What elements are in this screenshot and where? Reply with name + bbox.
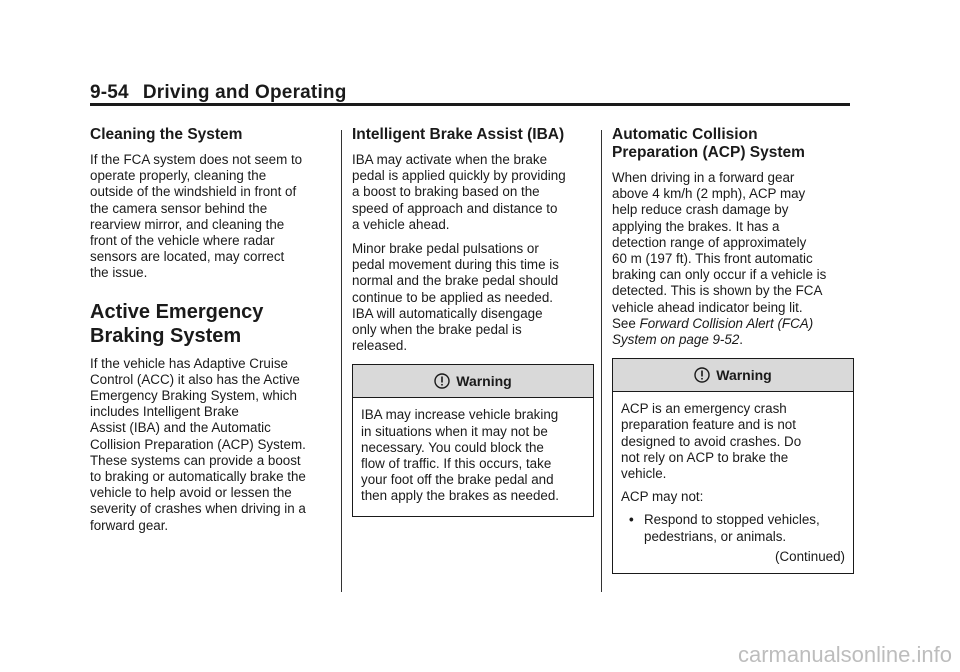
warning-header [613,359,853,392]
acp-heading-line1: Automatic Collision [612,126,758,143]
column-divider [341,130,342,592]
section-title: Driving and Operating [142,82,347,103]
warning-label: Warning [716,367,772,384]
header-text [90,82,850,104]
column-middle [352,126,594,517]
page-number: 9-54 [90,82,129,103]
acp-paragraph: When driving in a forward gear above 4 km/h (2 mph), ACP may help reduce crash damage by applying the brakes. It has a detection range of approximately 60 m (197 ft). This front automatic braking can only occur if a vehicle is detected. This is shown by the FCA vehicle ahead indicator being lit. [612,170,827,315]
acp-heading-line2: Preparation (ACP) System [612,144,805,161]
warning-label: Warning [456,373,512,390]
cleaning-paragraph: If the FCA system does not seem to operate properly, cleaning the outside of the windshield in front of the camera sensor behind the rearview mirror, and cleaning the front of the vehicle where radar sensors are located, may correct the issue. [90,152,303,281]
warning-body [353,398,593,515]
bullet-text: Respond to stopped vehicles, pedestrians, or animals. [644,512,820,544]
continued-label: (Continued) [775,548,845,564]
header-rule [90,103,850,106]
acp-reference [612,316,854,348]
cleaning-heading: Cleaning the System [90,126,243,143]
warning-paragraph-2: ACP may not: [621,489,704,505]
watermark: carmanualsonline.info [737,642,952,667]
warning-box [352,364,594,516]
aebs-heading [90,300,332,348]
reference-period: . [739,332,744,348]
warning-paragraph-1: ACP is an emergency crash preparation feature and is not designed to avoid crashes. Do not rely on ACP to brake the vehicle. [621,401,802,482]
see-label: See [612,315,640,331]
page-header [90,82,850,104]
acp-heading [612,126,854,162]
column-divider [601,130,602,592]
aebs-heading-line2: Braking System [90,324,242,347]
fca-reference-link[interactable]: Forward Collision Alert (FCA) System on page 9-52 [612,315,814,348]
iba-paragraph-1: IBA may activate when the brake pedal is applied quickly by providing a boost to braking based on the speed of approach and distance to a vehicle ahead. [352,152,566,232]
aebs-paragraph: If the vehicle has Adaptive Cruise Control (ACC) it also has the Active Emergency Braking System, which includes Intelligent Brake Assist (IBA) and the Automatic Collision Preparation (ACP) System. These systems can provide a boost to braking or automatically brake the vehicle to help avoid or lessen the severity of crashes when driving in a forward gear. [90,355,306,533]
list-item [621,512,845,544]
column-right [612,126,854,574]
aebs-heading-line1: Active Emergency [90,300,264,323]
warning-text: IBA may increase vehicle braking in situations when it may not be necessary. You could block the flow of traffic. If this occurs, take your foot off the brake pedal and then apply the brakes as needed. [361,407,560,504]
warning-body [613,392,853,573]
warning-box [612,358,854,574]
warning-symbol-icon [434,373,450,389]
warning-symbol-icon [694,367,710,383]
column-left [90,126,332,542]
warning-header [353,365,593,398]
iba-paragraph-2: Minor brake pedal pulsations or pedal movement during this time is normal and the brake pedal should continue to be applied as needed. IBA will automatically disengage only when the brake pedal is released. [352,241,559,354]
bullet-icon: • [629,512,634,528]
iba-heading: Intelligent Brake Assist (IBA) [352,126,565,143]
